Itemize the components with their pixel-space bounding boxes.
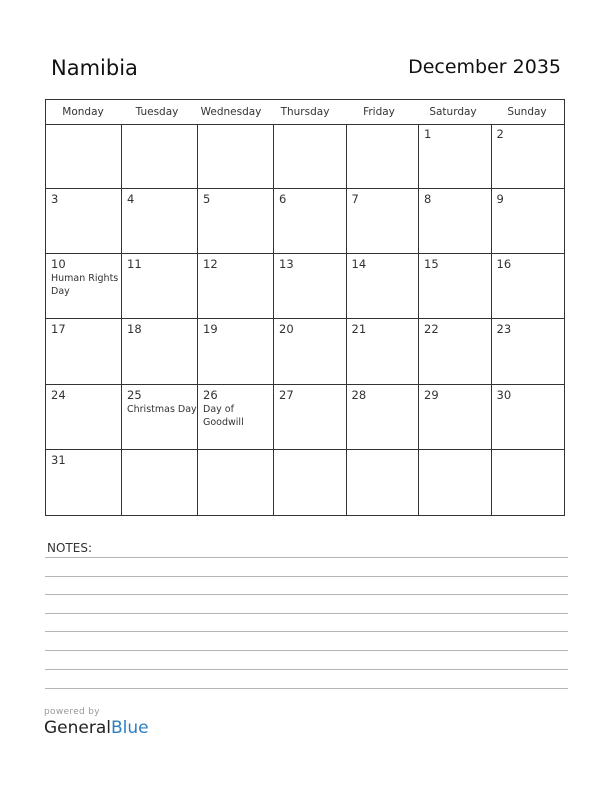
weekday-thursday: Thursday (280, 106, 330, 118)
powered-by-text: powered by (44, 707, 100, 717)
notes-line (45, 688, 568, 689)
day-number: 9 (496, 192, 504, 207)
day-number: 1 (424, 127, 432, 141)
notes-line (45, 631, 568, 632)
day-cell (419, 385, 492, 450)
day-number: 13 (279, 257, 294, 272)
day-number: 25 (127, 387, 142, 402)
day-cell (198, 124, 274, 189)
day-cell (274, 319, 347, 384)
brand-logo (44, 718, 149, 738)
day-number: 26 (203, 387, 218, 402)
day-cell (419, 124, 492, 189)
notes-label: NOTES: (47, 541, 92, 555)
country-title: Namibia (51, 56, 138, 80)
day-cell (347, 450, 420, 515)
weekday-tuesday: Tuesday (135, 106, 179, 118)
day-number: 21 (351, 322, 367, 337)
day-cell (46, 450, 122, 515)
day-number: 16 (496, 257, 512, 272)
day-number: 17 (51, 322, 66, 337)
day-cell (198, 189, 274, 254)
day-cell (46, 189, 122, 254)
weekday-friday: Friday (363, 106, 395, 118)
day-number: 11 (127, 257, 142, 272)
day-cell (122, 319, 198, 384)
day-cell (347, 319, 420, 384)
day-cell (492, 189, 565, 254)
notes-line (45, 613, 568, 614)
day-number: 19 (203, 322, 218, 337)
day-cell (419, 319, 492, 384)
day-cell (347, 385, 420, 450)
day-cell (492, 124, 565, 189)
day-number: 12 (203, 257, 218, 272)
day-number: 20 (279, 322, 294, 337)
day-number: 2 (496, 127, 504, 141)
notes-line (45, 650, 568, 651)
notes-line (45, 669, 568, 670)
day-number: 8 (424, 192, 432, 207)
day-number: 7 (351, 192, 359, 207)
weekday-monday: Monday (62, 106, 104, 118)
day-cell (122, 254, 198, 319)
day-cell (274, 124, 347, 189)
weekday-wednesday: Wednesday (200, 106, 262, 118)
day-number: 31 (51, 452, 66, 467)
brand-name-part1: General (44, 718, 111, 738)
notes-line (45, 576, 568, 577)
notes-line (45, 594, 568, 595)
day-cell (198, 385, 274, 450)
day-number: 27 (279, 387, 294, 402)
day-cell (46, 385, 122, 450)
day-number: 28 (351, 387, 367, 402)
day-cell (122, 189, 198, 254)
brand-name-part2: Blue (111, 718, 149, 738)
day-number: 30 (496, 387, 512, 402)
day-cell (274, 254, 347, 319)
day-cell (492, 254, 565, 319)
day-cell (274, 189, 347, 254)
day-number: 18 (127, 322, 142, 337)
day-cell (492, 319, 565, 384)
weekday-saturday: Saturday (429, 106, 477, 118)
day-cell (122, 385, 198, 450)
day-cell (122, 124, 198, 189)
day-number: 24 (51, 387, 66, 402)
day-number: 23 (496, 322, 512, 337)
day-cell (198, 450, 274, 515)
day-cell (198, 319, 274, 384)
day-cell (419, 254, 492, 319)
weekday-sunday: Sunday (507, 106, 547, 118)
day-cell (274, 385, 347, 450)
day-number: 5 (203, 192, 211, 207)
day-cell (419, 450, 492, 515)
day-cell (347, 189, 420, 254)
day-cell (46, 124, 122, 189)
day-cells (46, 124, 564, 515)
day-number: 10 (51, 257, 66, 272)
holiday-label: Day of Goodwill (203, 403, 244, 428)
calendar-grid (45, 99, 565, 516)
day-cell (492, 385, 565, 450)
day-cell (492, 450, 565, 515)
day-cell (46, 319, 122, 384)
day-cell (122, 450, 198, 515)
day-number: 6 (279, 192, 287, 207)
day-number: 3 (51, 192, 59, 207)
day-cell (347, 124, 420, 189)
day-cell (198, 254, 274, 319)
footer-branding (44, 707, 149, 738)
holiday-label: Human Rights Day (51, 273, 119, 298)
day-cell (46, 254, 122, 319)
day-number: 22 (424, 322, 439, 337)
day-number: 29 (424, 387, 439, 402)
day-cell (419, 189, 492, 254)
day-number: 4 (127, 192, 135, 207)
day-number: 15 (424, 257, 439, 272)
day-number: 14 (351, 257, 367, 272)
day-cell (274, 450, 347, 515)
month-year-title: December 2035 (408, 56, 561, 78)
holiday-label: Christmas Day (127, 403, 197, 415)
weekday-header-row (46, 100, 564, 125)
day-cell (347, 254, 420, 319)
notes-line (45, 557, 568, 558)
